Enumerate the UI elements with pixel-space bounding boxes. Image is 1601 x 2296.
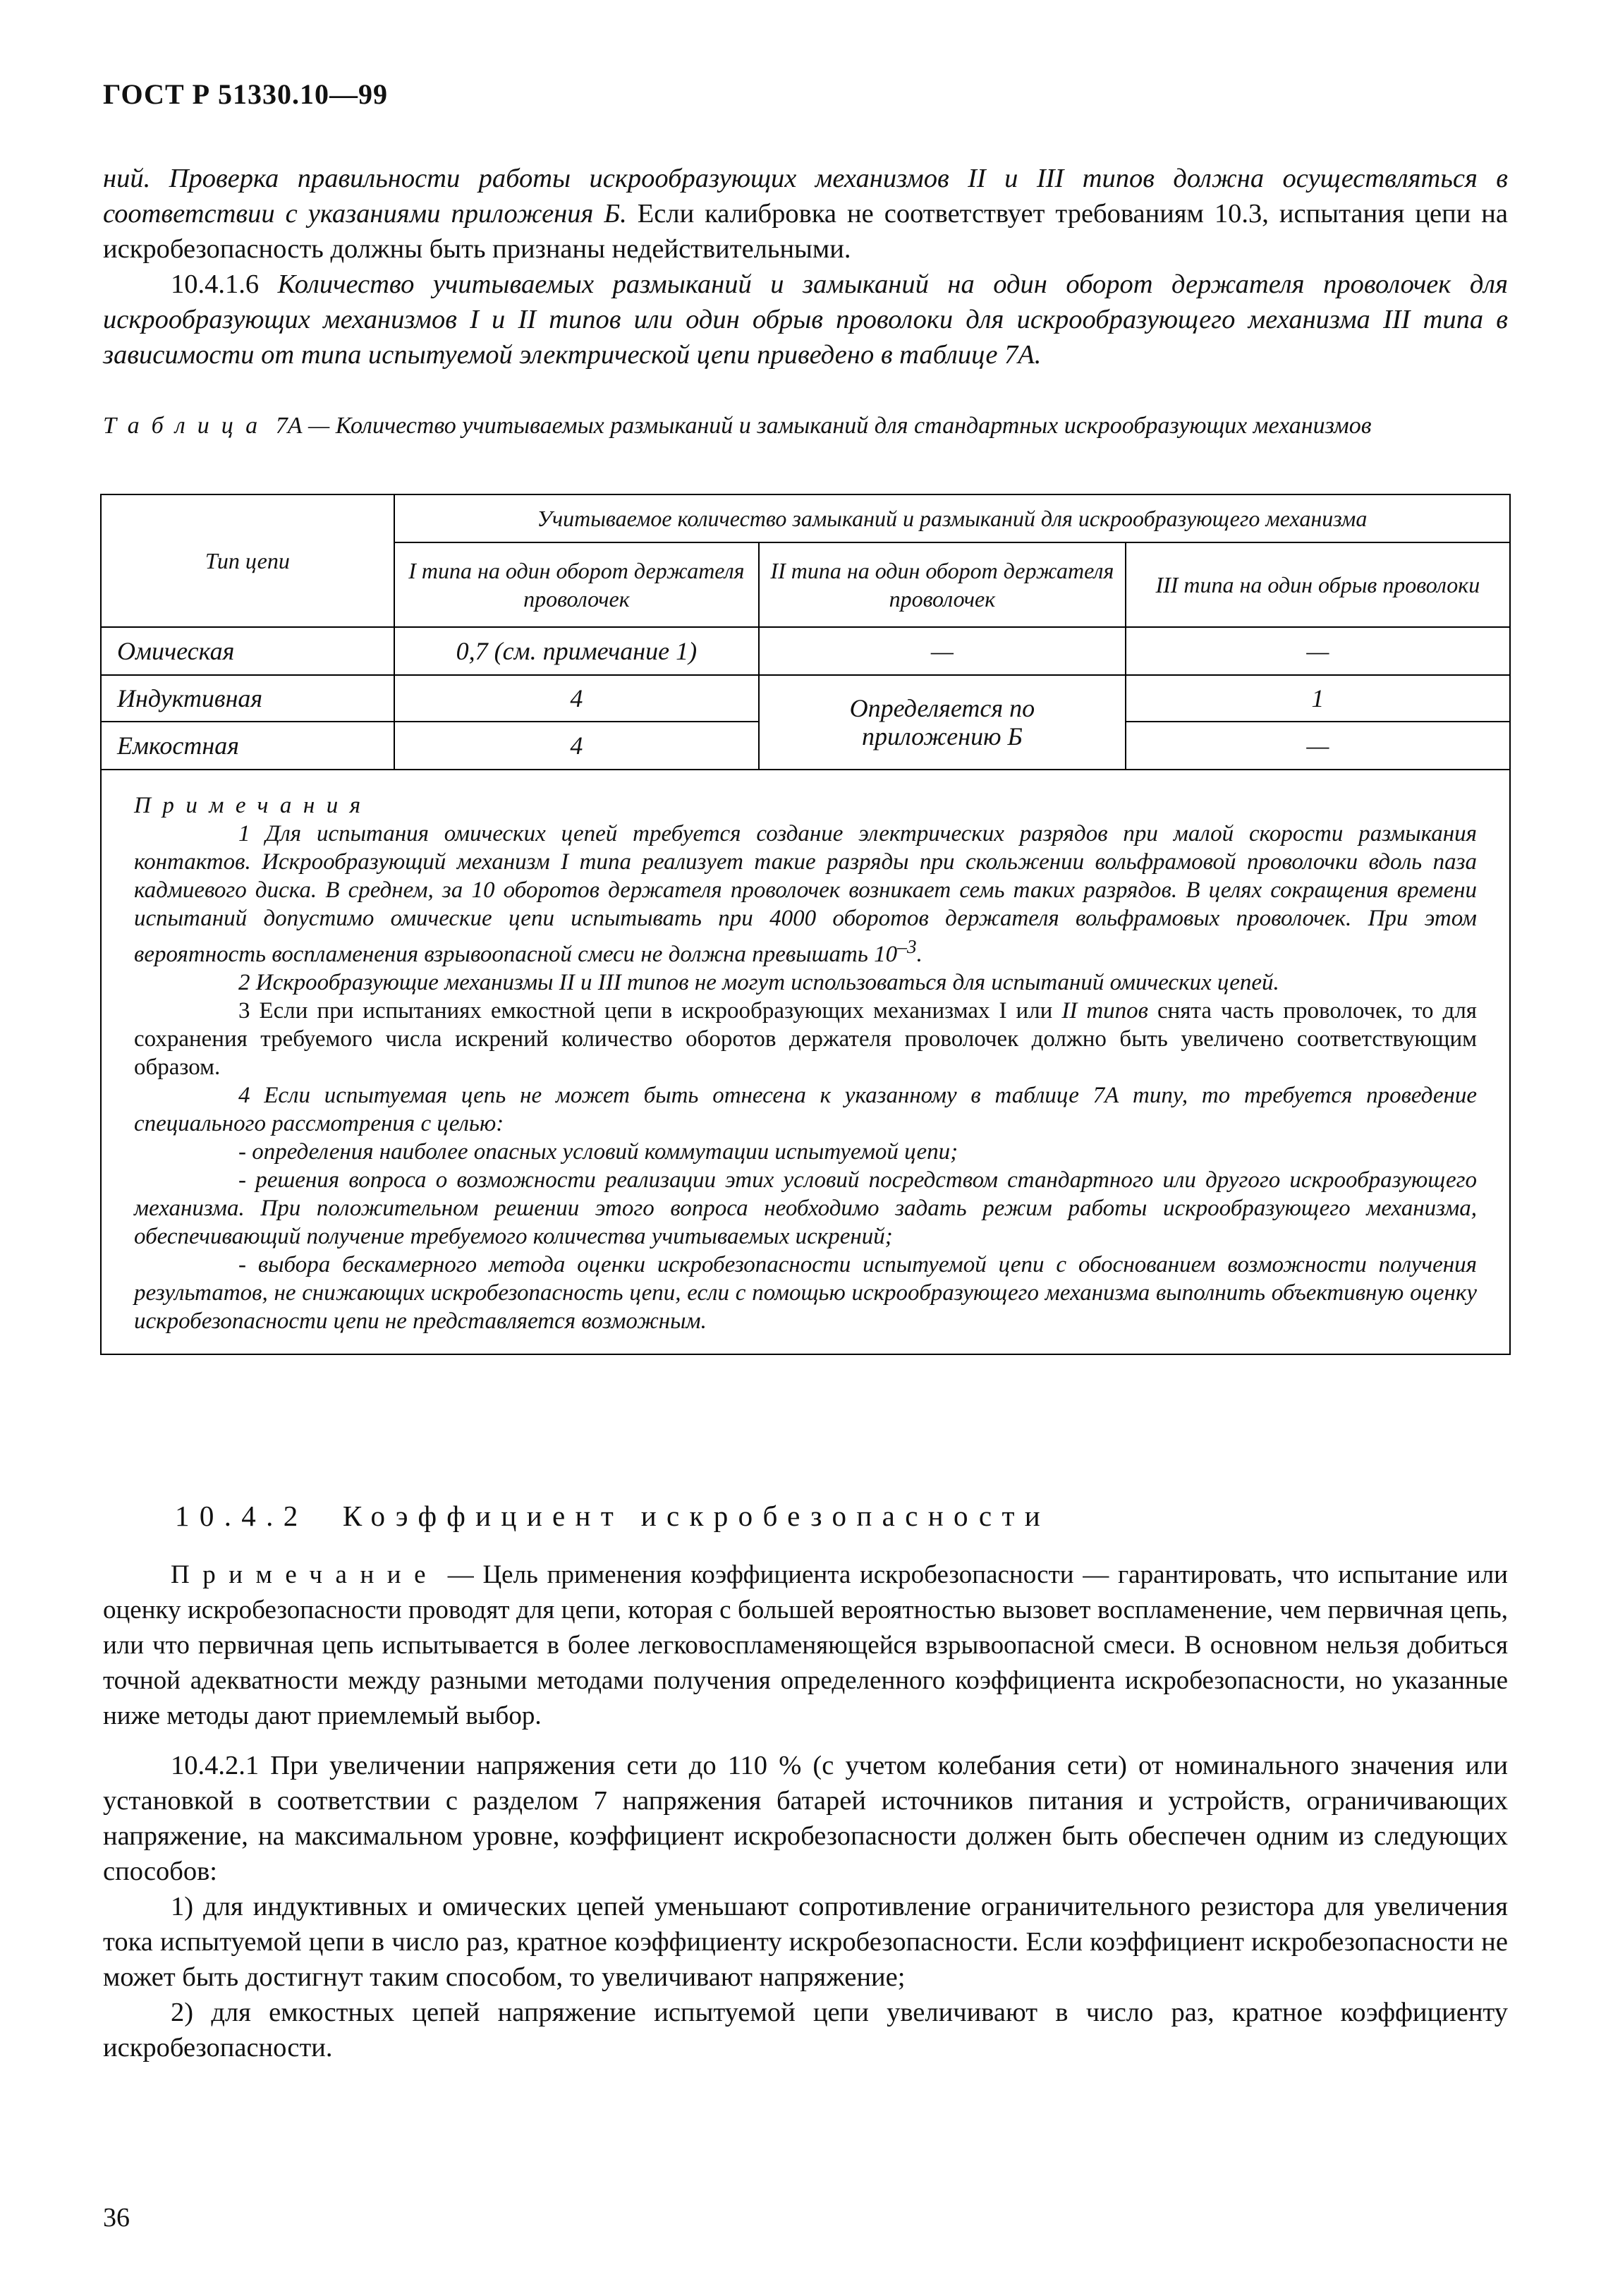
cell-type3: — [1126,627,1510,675]
continued-text: Если калибровка не соответствует требованиям 10.3, испытания цепи на искробезопасность должны быть признаны недействительными. [103,199,1508,264]
row-type: Емкостная [101,722,394,770]
section-heading [175,1499,1050,1533]
note-2: 2 Искрообразующие механизмы II и III типов не могут использоваться для испытаний омических цепей. [238,970,1279,995]
body-text [103,1557,1508,2065]
note-4-item: - выбора бескамерного метода оценки искробезопасности испытуемой цепи с обоснованием возможности получения результатов, не снижающих искробезопасность цепи, если с помощью искрообразующего механизма выполнить объективную оценку искробезопасности цепи не представляется возможным. [134,1252,1477,1334]
section-number: 10.4.2 [175,1500,308,1532]
clause-10421: 10.4.2.1 При увеличении напряжения сети до 110 % (с учетом колебания сети) от номинального значения или установкой в соответствии с разделом 7 напряжения батарей источников питания и устройств, ограничивающих напряжение, на максимальном уровне, коэффициент искробезопасности должен быть обеспечен одним из следующих способов: [103,1751,1508,1886]
note-3: 3 Если при испытаниях емкостной цепи в искрообразующих механизмах I или II типов снята часть проволочек, то для сохранения требуемого числа искрений количество оборотов держателя проволочек должно быть увеличено соответствующим образом. [134,998,1477,1080]
col-header-type3: III типа на один обрыв проволоки [1126,542,1510,627]
list-item-1: 1) для индуктивных и омических цепей уменьшают сопротивление ограничительного резистора для увеличения тока испытуемой цепи в число раз, кратное коэффициенту искробезопасности. Если коэффициент искробезопасности не может быть достигнут таким способом, то увеличивают напряжение; [103,1892,1508,1992]
cell-type1: 4 [394,675,759,722]
col-header-type: Тип цепи [101,494,394,627]
section-title: Коэффициент искробезопасности [342,1500,1051,1532]
table-caption-label: Таблица [103,413,270,439]
table-caption-text: 7А — Количество учитываемых размыканий и замыканий для стандартных искрообразующих механизмов [269,413,1372,439]
cell-type3: — [1126,722,1510,770]
row-type: Индуктивная [101,675,394,722]
continued-text-italic: ний. Проверка правильности работы искрообразующих механизмов II и III типов должна осуществляться в соответствии с указаниями приложения Б. [103,164,1508,229]
note-4-item: - решения вопроса о возможности реализации этих условий посредством стандартного или другого искрообразующего механизма. При положительном решении этого вопроса необходимо задать режим работы искрообразующего механизма, обеспечивающий получение требуемого количества учитываемых искрений; [134,1167,1477,1249]
cell-type2-merged: Определяется по приложению Б [759,675,1126,770]
col-header-type2: II типа на один оборот держателя проволочек [759,542,1126,627]
cell-type2: — [759,627,1126,675]
col-header-type1: I типа на один оборот держателя проволочек [394,542,759,627]
row-type: Омическая [101,627,394,675]
note-label: Примечание [171,1560,439,1589]
note-4: 4 Если испытуемая цепь не может быть отнесена к указанному в таблице 7А типу, то требуется проведение специального рассмотрения с целью: [134,1083,1477,1136]
clause-number: 10.4.1.6 [171,269,260,299]
note-1: 1 Для испытания омических цепей требуется создание электрических разрядов при малой скорости размыкания контактов. Искрообразующий механизм I типа реализует такие разряды при скольжении вольфрамовой проволочки вдоль паза кадмиевого диска. В среднем, за 10 оборотов держателя проволочек возникает семь таких разрядов. В целях сокращения времени испытаний допустимо омические цепи испытывать при 4000 оборотов держателя вольфрамовых проволочек. При этом вероятность воспламенения взрывоопасной смеси не должна превышать $10^{-3}$. [134,821,1477,967]
page-number: 36 [103,2203,130,2233]
table-7a [100,494,1511,1355]
note-4-item: - определения наиболее опасных условий коммутации испытуемой цепи; [238,1139,958,1165]
intro-paragraphs [103,161,1508,372]
table-notes [101,770,1510,1354]
notes-title: Примечания [134,793,372,818]
cell-type1: 4 [394,722,759,770]
table-row [101,675,1510,722]
list-item-2: 2) для емкостных цепей напряжение испытуемой цепи увеличивают в число раз, кратное коэффициенту искробезопасности. [103,1998,1508,2063]
note-text: — Цель применения коэффициента искробезопасности — гарантировать, что испытание или оценку искробезопасности проводят для цепи, которая с большей вероятностью вызовет воспламенение, чем первичная цепь, или что первичная цепь испытывается в более легковоспламеняющейся взрывоопасной смеси. В основном нельзя добиться точной адекватности между разными методами получения определенного коэффициента искробезопасности, но указанные ниже методы дают приемлемый выбор. [103,1560,1508,1730]
cell-type1: 0,7 (см. примечание 1) [394,627,759,675]
document-header: ГОСТ Р 51330.10—99 [103,78,389,110]
group-header: Учитываемое количество замыканий и размыканий для искрообразующего механизма [394,494,1510,542]
table-caption [103,411,1508,442]
table-row [101,627,1510,675]
clause-text: Количество учитываемых размыканий и замыканий на один оборот держателя проволочек для искрообразующих механизмов I и II типов или один обрыв проволоки для искрообразующего механизма III типа в зависимости от типа испытуемой электрической цепи приведено в таблице 7А. [103,269,1508,370]
cell-type3: 1 [1126,675,1510,722]
